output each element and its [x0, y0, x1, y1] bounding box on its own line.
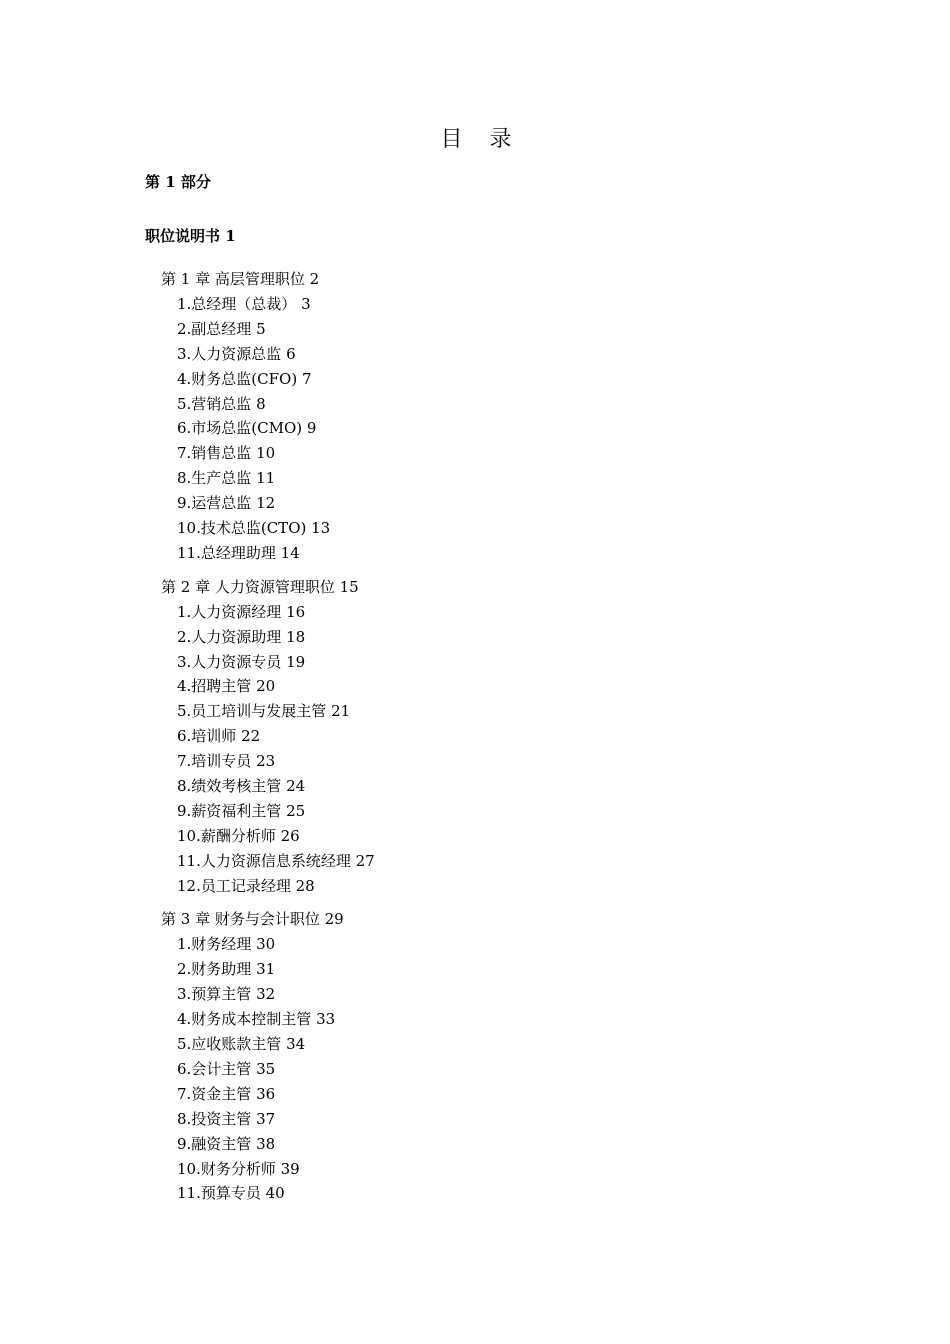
toc-entry[interactable]: 1.总经理（总裁） 3 [177, 295, 311, 313]
toc-entry[interactable]: 7.销售总监 10 [177, 444, 276, 463]
toc-entry[interactable]: 6.培训师 22 [177, 727, 261, 746]
toc-entry[interactable]: 6.市场总监(CMO) 9 [177, 419, 317, 438]
toc-entry[interactable]: 3.人力资源专员 19 [177, 652, 306, 671]
toc-entry[interactable]: 8.投资主管 37 [177, 1109, 276, 1128]
toc-entry[interactable]: 11.预算专员 40 [177, 1184, 285, 1203]
toc-entry[interactable]: 11.人力资源信息系统经理 27 [177, 851, 375, 870]
toc-entry[interactable]: 7.资金主管 36 [177, 1084, 276, 1103]
section-heading: 职位说明书 1 [145, 227, 236, 245]
toc-chapter[interactable]: 第 3 章 财务与会计职位 29 [161, 910, 344, 929]
toc-entry[interactable]: 11.总经理助理 14 [177, 543, 300, 562]
toc-chapter-items [161, 600, 861, 899]
toc-entry[interactable]: 9.融资主管 38 [177, 1134, 276, 1153]
page-title: 目 录 [440, 127, 522, 152]
toc-entry[interactable]: 12.员工记录经理 28 [177, 876, 315, 895]
toc-entry[interactable]: 3.人力资源总监 6 [177, 344, 296, 363]
toc-entry[interactable]: 4.招聘主管 20 [177, 677, 276, 696]
toc-entry[interactable]: 8.绩效考核主管 24 [177, 777, 306, 796]
toc-chapter-items [161, 932, 861, 1206]
part-heading: 第 1 部分 [145, 173, 211, 191]
toc-entry[interactable]: 8.生产总监 11 [177, 469, 276, 488]
toc-entry[interactable]: 9.运营总监 12 [177, 494, 276, 513]
toc-list [161, 267, 861, 1215]
toc-entry[interactable]: 7.培训专员 23 [177, 752, 276, 771]
toc-entry[interactable]: 5.应收账款主管 34 [177, 1035, 306, 1054]
toc-entry[interactable]: 3.预算主管 32 [177, 985, 276, 1004]
toc-entry[interactable]: 1.人力资源经理 16 [177, 602, 306, 621]
toc-entry[interactable]: 4.财务总监(CFO) 7 [177, 369, 312, 388]
toc-entry[interactable]: 10.薪酬分析师 26 [177, 826, 300, 845]
toc-entry[interactable]: 2.副总经理 5 [177, 319, 266, 338]
toc-entry[interactable]: 4.财务成本控制主管 33 [177, 1010, 336, 1029]
toc-entry[interactable]: 2.财务助理 31 [177, 960, 276, 979]
toc-entry[interactable]: 10.财务分析师 39 [177, 1159, 300, 1178]
toc-entry[interactable]: 1.财务经理 30 [177, 935, 276, 954]
toc-chapter-items [161, 292, 861, 566]
toc-entry[interactable]: 10.技术总监(CTO) 13 [177, 519, 331, 538]
toc-entry[interactable]: 5.营销总监 8 [177, 394, 266, 413]
toc-chapter[interactable]: 第 2 章 人力资源管理职位 15 [161, 577, 359, 596]
toc-entry[interactable]: 2.人力资源助理 18 [177, 627, 306, 646]
toc-entry[interactable]: 9.薪资福利主管 25 [177, 801, 306, 820]
toc-entry[interactable]: 5.员工培训与发展主管 21 [177, 702, 351, 721]
toc-entry[interactable]: 6.会计主管 35 [177, 1059, 276, 1078]
toc-chapter[interactable]: 第 1 章 高层管理职位 2 [161, 270, 320, 288]
